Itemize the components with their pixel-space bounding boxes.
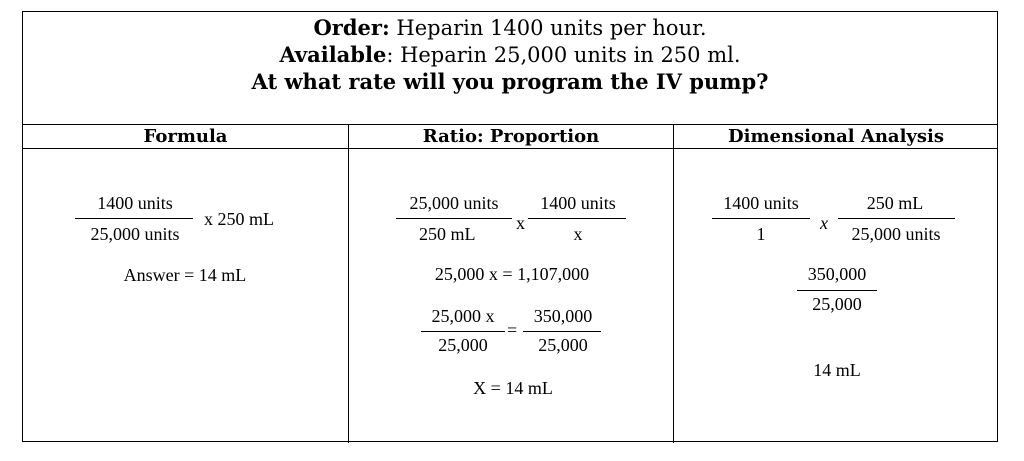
available-text: : Heparin 25,000 units in 250 ml. xyxy=(386,43,741,67)
column-header-formula: Formula xyxy=(143,126,228,147)
ratio-equation: 25,000 x = 1,107,000 xyxy=(434,264,590,284)
order-line xyxy=(23,15,997,41)
ratio-multiply-symbol: x xyxy=(516,213,525,233)
dim-f2-denominator: 25,000 units xyxy=(851,224,941,244)
formula-multiplier: x 250 mL xyxy=(204,209,274,229)
formula-numerator: 1400 units xyxy=(97,193,173,213)
available-label: Available xyxy=(279,42,387,67)
dim-result: 14 mL xyxy=(813,360,861,380)
ratio-f4-bar xyxy=(523,331,601,332)
column-header-ratio: Ratio: Proportion xyxy=(422,126,600,147)
ratio-f3-bar xyxy=(421,331,505,332)
worksheet-table xyxy=(22,11,998,442)
available-line xyxy=(23,42,997,68)
ratio-result: X = 14 mL xyxy=(473,378,553,398)
column-header-dimensional: Dimensional Analysis xyxy=(728,126,944,147)
column-divider-1 xyxy=(348,124,349,443)
dim-f2-numerator: 250 mL xyxy=(866,193,924,213)
dim-multiply-symbol: x xyxy=(820,213,828,233)
ratio-f2-denominator: x xyxy=(573,224,583,244)
dim-f3-denominator: 25,000 xyxy=(812,294,862,314)
column-divider-2 xyxy=(673,124,674,443)
formula-fraction-bar xyxy=(75,218,193,219)
ratio-f4-denominator: 25,000 xyxy=(538,335,588,355)
order-text: Heparin 1400 units per hour. xyxy=(389,16,707,40)
ratio-f2-bar xyxy=(528,218,626,219)
ratio-f1-bar xyxy=(396,218,512,219)
question-line: At what rate will you program the IV pump? xyxy=(251,69,769,94)
ratio-f1-numerator: 25,000 units xyxy=(409,193,499,213)
ratio-f2-numerator: 1400 units xyxy=(540,193,616,213)
ratio-f1-denominator: 250 mL xyxy=(419,224,476,244)
formula-answer: Answer = 14 mL xyxy=(123,265,247,285)
dim-f2-bar xyxy=(838,218,955,219)
ratio-f3-denominator: 25,000 xyxy=(438,335,488,355)
problem-header xyxy=(23,12,997,124)
dim-f3-numerator: 350,000 xyxy=(807,264,867,284)
dim-f1-numerator: 1400 units xyxy=(723,193,799,213)
ratio-f3-numerator: 25,000 x xyxy=(431,306,495,326)
dim-f3-bar xyxy=(797,290,877,291)
dim-f1-denominator: 1 xyxy=(756,224,766,244)
formula-denominator: 25,000 units xyxy=(90,224,180,244)
ratio-equals: = xyxy=(507,320,518,340)
dim-f1-bar xyxy=(712,218,810,219)
order-label: Order: xyxy=(313,15,390,40)
ratio-f4-numerator: 350,000 xyxy=(533,306,593,326)
